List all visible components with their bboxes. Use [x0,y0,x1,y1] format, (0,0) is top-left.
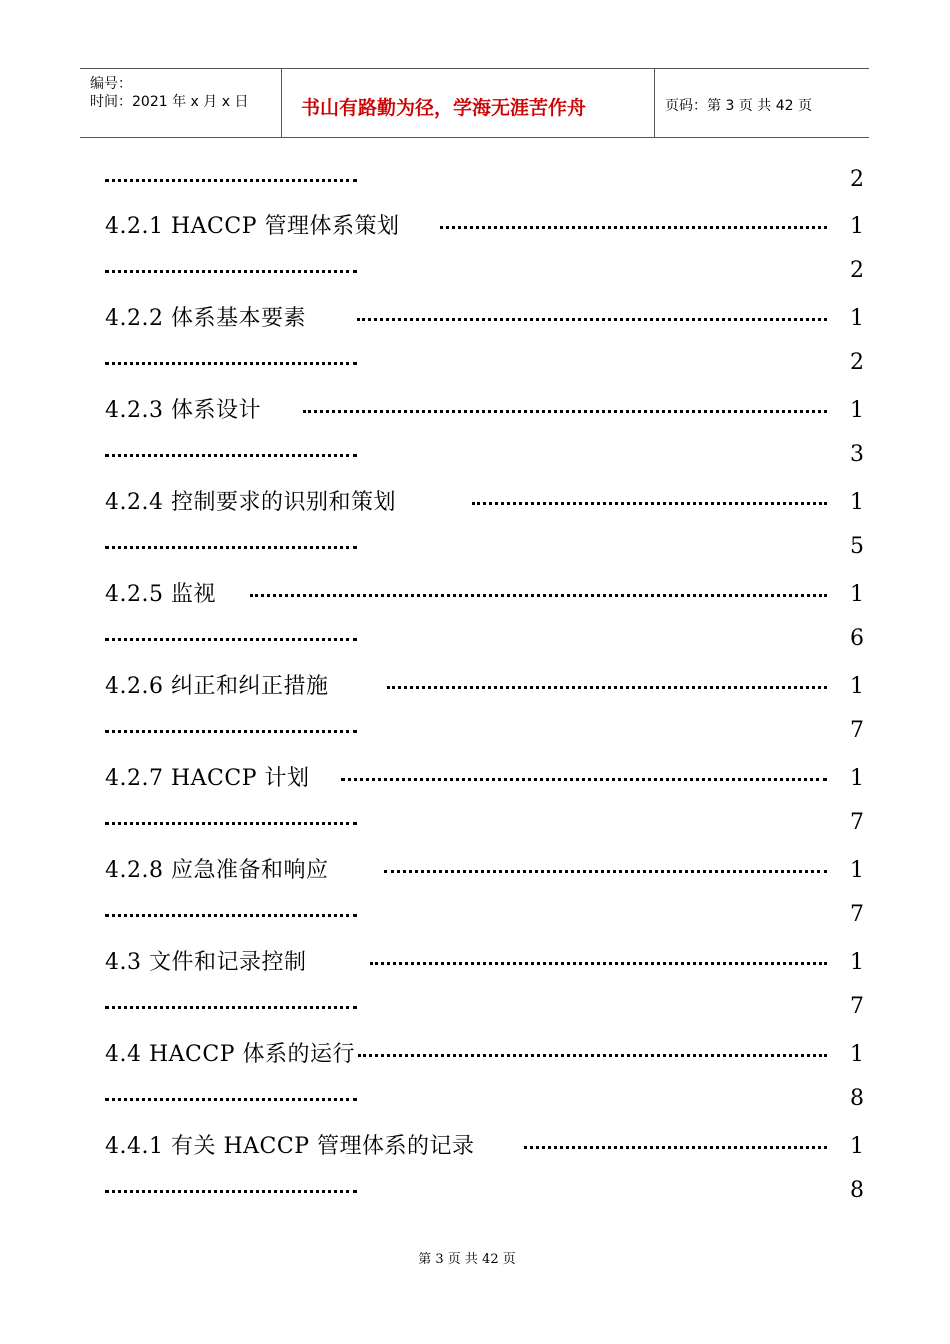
toc-entry-title: 4.2.5 监视 [105,582,216,607]
toc-leader-dots [105,354,357,365]
toc-leader-dots [384,862,827,873]
toc-leader-dots [105,446,357,457]
toc-page-number: 3 [850,442,864,467]
toc-leader-dots [105,262,357,273]
toc-leader-dots [105,538,357,549]
toc-page-number: 1 [850,1042,864,1067]
toc-entry-title: 4.2.3 体系设计 [105,398,261,423]
page-footer [0,1248,950,1267]
toc-page-number: 6 [850,626,864,651]
toc-entry-title: 4.2.2 体系基本要素 [105,306,306,331]
toc-leader-dots [303,402,827,413]
header-motto: 书山有路勤为径，学海无涯苦作舟 [301,97,587,119]
toc-leader-dots [370,954,827,965]
toc-leader-dots [387,678,827,689]
toc-page-number: 2 [850,167,864,192]
toc-page-number: 1 [850,766,864,791]
header-page-info: 页码：第 3 页 共 42 页 [665,98,812,114]
toc-page-number: 1 [850,950,864,975]
toc-entry-title: 4.2.1 HACCP 管理体系策划 [105,214,400,239]
toc-page-number: 2 [850,350,864,375]
toc-leader-dots [105,171,357,182]
toc-page-number: 1 [850,858,864,883]
toc-page-number: 8 [850,1178,864,1203]
toc-entry-title: 4.4.1 有关 HACCP 管理体系的记录 [105,1134,475,1159]
toc-page-number: 7 [850,810,864,835]
toc-leader-dots [105,1090,357,1101]
document-date-label: 时间：2021 年 x 月 x 日 [90,94,249,110]
toc-page-number: 1 [850,1134,864,1159]
footer-page-info: 第 3 页 共 42 页 [418,1252,516,1267]
toc-leader-dots [105,1182,357,1193]
toc-leader-dots [105,906,357,917]
toc-leader-dots [105,814,357,825]
toc-entry-title: 4.2.6 纠正和纠正措施 [105,674,329,699]
toc-entry-title: 4.2.7 HACCP 计划 [105,766,310,791]
toc-page-number: 5 [850,534,864,559]
toc-leader-dots [357,310,827,321]
toc-leader-dots [105,722,357,733]
toc-leader-dots [341,770,827,781]
toc-entry-title: 4.2.4 控制要求的识别和策划 [105,490,396,515]
toc-entry-title: 4.2.8 应急准备和响应 [105,858,329,883]
toc-page-number: 1 [850,490,864,515]
toc-leader-dots [440,218,827,229]
toc-page-number: 7 [850,718,864,743]
toc-leader-dots [524,1138,827,1149]
document-number-label: 编号： [90,76,132,92]
toc-page-number: 1 [850,674,864,699]
toc-page-number: 1 [850,306,864,331]
toc-leader-dots [250,586,827,597]
toc-leader-dots [472,494,827,505]
toc-leader-dots [105,630,357,641]
toc-page-number: 2 [850,258,864,283]
toc-leader-dots [105,998,357,1009]
toc-page-number: 1 [850,398,864,423]
toc-page-number: 1 [850,214,864,239]
toc-leader-dots [358,1046,827,1057]
toc-page-number: 8 [850,1086,864,1111]
toc-entry-title: 4.4 HACCP 体系的运行 [105,1042,356,1067]
toc-page-number: 7 [850,994,864,1019]
toc-page-number: 1 [850,582,864,607]
toc-entry-title: 4.3 文件和记录控制 [105,950,307,975]
toc-page-number: 7 [850,902,864,927]
